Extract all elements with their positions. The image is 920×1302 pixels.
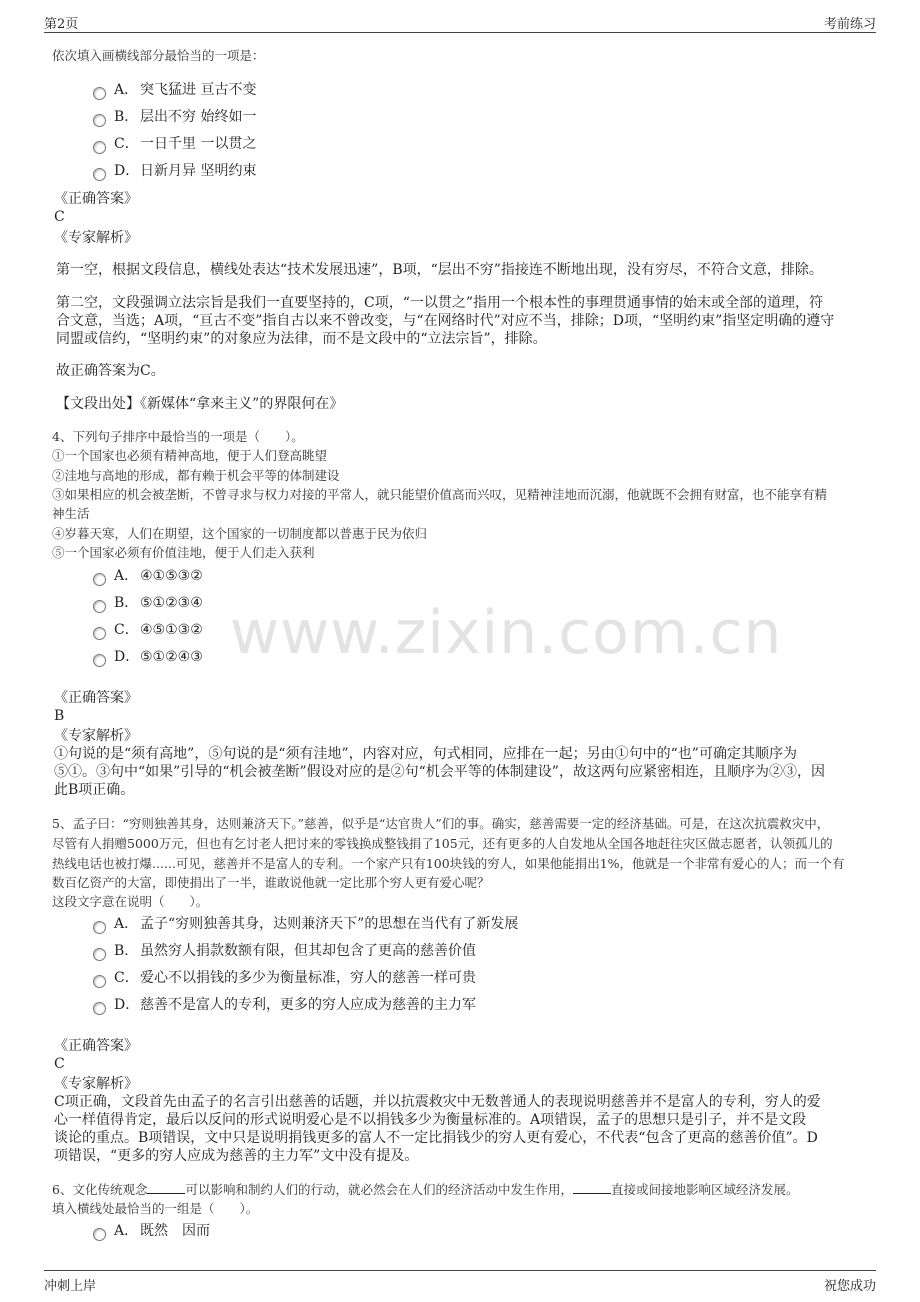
q3-analysis-label: 《专家解析》 [54,230,138,246]
q3-option-d[interactable]: D．日新月异 坚明约束 [93,160,256,182]
q5-stem-line: 这段文字意在说明（ ）。 [52,894,209,909]
footer-right-text: 祝您成功 [823,1279,876,1294]
q3-analysis-line: 同盟或信约，“坚明约束”的对象应为法律，而不是文段中的“立法宗旨”，排除。 [56,331,547,347]
q4-item: ②洼地与高地的形成，都有赖于机会平等的体制建设 [52,468,340,483]
footer-left-text: 冲刺上岸 [44,1279,97,1294]
q3-option-b[interactable]: B． 层出不穷 始终如一 [93,106,256,128]
q4-option-c[interactable]: C．④⑤①③② [93,619,203,641]
q4-analysis-line: ⑤①。③句中“如果”引导的“机会被垄断”假设对应的是②句“机会平等的体制建设”，故这两句应紧密相连，且顺序为②③，因 [54,764,825,780]
q5-analysis-label: 《专家解析》 [54,1076,138,1092]
q3-option-c[interactable]: C．一日千里 一以贯之 [93,133,256,155]
q5-stem-line: 5、孟子曰：“穷则独善其身，达则兼济天下。”慈善，似乎是“达官贵人”们的事。确实，慈善需要一定的经济基础。可是，在这次抗震救灾中， [52,816,830,831]
radio-icon[interactable] [93,921,106,934]
q5-answer-label: 《正确答案》 [54,1038,138,1054]
radio-icon[interactable] [93,600,106,613]
q3-source: 【文段出处】《新媒体“拿来主义”的界限何在》 [56,396,344,412]
q4-option-b[interactable]: B． ⑤①②③④ [93,592,203,614]
q5-analysis-line: 谈论的重点。B项错误，文中只是说明捐钱更多的富人不一定比捐钱少的穷人更有爱心，不代表“包含了更高的慈善价值”。D [54,1130,818,1146]
q5-answer: C [54,1056,65,1072]
q5-analysis-line: C项正确，文段首先由孟子的名言引出慈善的话题，并以抗震救灾中无数普通人的表现说明慈善并不是富人的专利，穷人的爱 [54,1094,821,1110]
q5-option-d[interactable]: D．慈善不是富人的专利，更多的穷人应成为慈善的主力军 [93,994,476,1016]
q4-stem: 4、下列句子排序中最恰当的一项是（ ）。 [52,429,304,444]
q4-analysis-line: 此B项正确。 [54,782,135,798]
q4-item: 神生活 [52,506,90,521]
q4-item: ①一个国家也必须有精神高地，便于人们登高眺望 [52,448,328,463]
q3-option-a[interactable]: A． 突飞猛进 亘古不变 [93,79,256,101]
q4-item: ③如果相应的机会被垄断，不曾寻求与权力对接的平常人，就只能望价值高而兴叹，见精神洼地而沉溺，他就既不会拥有财富，也不能享有精 [52,487,828,502]
q5-option-a[interactable]: A． 孟子“穷则独善其身，达则兼济天下”的思想在当代有了新发展 [93,913,518,935]
q6-option-a[interactable]: A． 既然 因而 [93,1220,210,1242]
q3-analysis-line: 故正确答案为C。 [56,363,165,379]
q4-item: ④岁暮天寒，人们在期望，这个国家的一切制度都以普惠于民为依归 [52,526,428,541]
radio-icon[interactable] [93,948,106,961]
radio-icon[interactable] [93,114,106,127]
q3-answer: C [54,209,65,225]
page-footer [44,1270,876,1299]
q4-analysis-label: 《专家解析》 [54,728,138,744]
fill-blank [573,1181,611,1194]
radio-icon[interactable] [93,87,106,100]
q4-option-d[interactable]: D．⑤①②④③ [93,646,203,668]
q3-analysis-line: 第二空，文段强调立法宗旨是我们一直要坚持的，C项，“一以贯之”指用一个根本性的事理贯通事情的始末或全部的道理，符 [56,295,824,311]
radio-icon[interactable] [93,975,106,988]
q6-stem: 6、文化传统观念 可以影响和制约人们的行动，就必然会在人们的经济活动中发生作用， 直接或间接地影响区域经济发展。 [52,1182,799,1197]
q5-analysis-line: 项错误，“更多的穷人应成为慈善的主力军”文中没有提及。 [54,1148,419,1164]
radio-icon[interactable] [93,1002,106,1015]
radio-icon[interactable] [93,654,106,667]
page-header [44,10,876,33]
q3-answer-label: 《正确答案》 [54,191,138,207]
q4-analysis-line: ①句说的是“须有高地”，⑤句说的是“须有洼地”，内容对应，句式相同，应排在一起；另由①句中的“也”可确定其顺序为 [54,746,797,762]
radio-icon[interactable] [93,168,106,181]
q5-stem-line: 数百亿资产的大富，即使捐出了一半，谁敢说他就一定比那个穷人更有爱心呢？ [52,875,490,890]
radio-icon[interactable] [93,573,106,586]
q4-answer: B [54,708,65,724]
q4-option-a[interactable]: A． ④①⑤③② [93,565,203,587]
q4-answer-label: 《正确答案》 [54,690,138,706]
fill-blank [147,1181,185,1194]
q3-analysis-line: 第一空，根据文段信息，横线处表达“技术发展迅速”，B项，“层出不穷”指接连不断地出现，没有穷尽，不符合文意，排除。 [56,262,823,278]
radio-icon[interactable] [93,141,106,154]
q3-analysis-line: 合文意，当选；A项，“亘古不变”指自古以来不曾改变，与“在网络时代”对应不当，排除；D项，“坚明约束”指坚定明确的遵守 [56,313,835,329]
page-number: 第2页 [44,17,79,32]
q4-item: ⑤一个国家必须有价值洼地，便于人们走入获利 [52,545,315,560]
q6-stem-line: 填入横线处最恰当的一组是（ ）。 [52,1201,259,1216]
header-title: 考前练习 [823,17,876,32]
q5-option-c[interactable]: C．爱心不以捐钱的多少为衡量标准，穷人的慈善一样可贵 [93,967,476,989]
q5-stem-line: 尽管有人捐赠5000万元，但也有乞讨老人把讨来的零钱换成整钱捐了105元，还有更多的人自发地从全国各地赶往灾区做志愿者，认领孤儿的 [52,836,833,851]
radio-icon[interactable] [93,627,106,640]
watermark: www.zixin.com.cn [230,598,783,668]
q5-option-b[interactable]: B． 虽然穷人捐款数额有限，但其却包含了更高的慈善价值 [93,940,476,962]
q5-stem-line: 热线电话也被打爆......可见，慈善并不是富人的专利。一个家产只有100块钱的穷人，如果他能捐出1%，他就是一个非常有爱心的人；而一个有 [52,856,845,871]
radio-icon[interactable] [93,1228,106,1241]
q5-analysis-line: 心一样值得肯定，最后以反问的形式说明爱心是不以捐钱多少为衡量标准的。A项错误，孟子的思想只是引子，并不是文段 [54,1112,807,1128]
q3-stem: 依次填入画横线部分最恰当的一项是： [52,48,265,63]
